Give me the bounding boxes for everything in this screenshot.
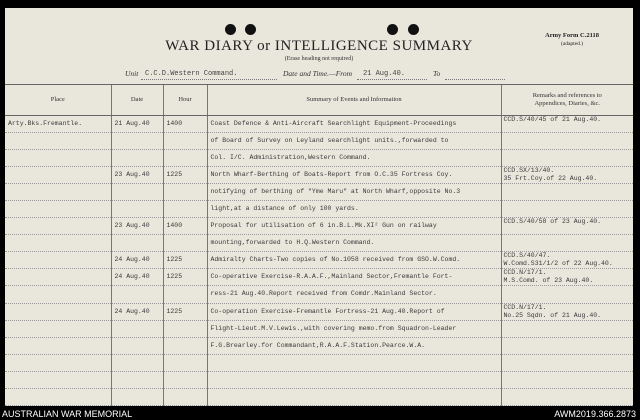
- cell-place: [5, 235, 111, 252]
- cell-date: [111, 371, 163, 388]
- cell-summary: Proposal for utilisation of 6 in.B.L.Mk.XI² Gun on railway: [207, 218, 501, 235]
- cell-hour: [163, 201, 207, 218]
- form-name: Army Form C.2118: [545, 32, 599, 39]
- table-row: [5, 116, 633, 133]
- cell-summary: Flight-Lieut.M.V.Lewis.,with covering memo.from Squadron-Leader: [207, 320, 501, 337]
- cell-date: [111, 184, 163, 201]
- table-row: [5, 286, 633, 303]
- table-row: [5, 388, 633, 405]
- date-value: 21 Aug.40.: [363, 70, 406, 78]
- to-underline: [445, 79, 505, 80]
- cell-hour: [163, 184, 207, 201]
- unit-value: C.C.D.Western Command.: [145, 70, 238, 78]
- cell-remarks: [501, 337, 633, 354]
- punch-hole: [245, 24, 256, 35]
- cell-remarks: [501, 235, 633, 252]
- archive-caption: [0, 409, 640, 420]
- table-row: [5, 354, 633, 371]
- cell-place: [5, 218, 111, 235]
- cell-remarks: [501, 320, 633, 337]
- cell-place: [5, 150, 111, 167]
- cell-hour: 1225: [163, 269, 207, 286]
- remark-line: CCD.SX/13/40.: [503, 167, 555, 175]
- cell-place: [5, 167, 111, 184]
- diary-table: [5, 84, 633, 406]
- cell-remarks: [501, 354, 633, 371]
- remark-line: CCD.S/40/58 of 23 Aug.40.: [503, 218, 602, 226]
- table-row: [5, 184, 633, 201]
- cell-date: [111, 133, 163, 150]
- cell-remarks: [501, 201, 633, 218]
- cell-remarks: [501, 269, 633, 286]
- to-label: To: [433, 69, 441, 78]
- caption-accession-number: AWM2019.366.2873: [554, 409, 636, 419]
- table-row: [5, 167, 633, 184]
- cell-place: Arty.Bks.Fremantle.: [5, 116, 111, 133]
- cell-summary: light,at a distance of only 100 yards.: [207, 201, 501, 218]
- caption-institution: AUSTRALIAN WAR MEMORIAL: [2, 409, 133, 419]
- cell-hour: 1225: [163, 252, 207, 269]
- cell-remarks: [501, 167, 633, 184]
- cell-date: [111, 201, 163, 218]
- col-remarks: [501, 85, 633, 116]
- table-row: [5, 371, 633, 388]
- form-adapted: (adapted.): [560, 41, 584, 47]
- cell-hour: [163, 371, 207, 388]
- cell-place: [5, 371, 111, 388]
- cell-hour: [163, 388, 207, 405]
- cell-hour: 1400: [163, 218, 207, 235]
- diary-sheet: [5, 8, 633, 406]
- cell-place: [5, 303, 111, 320]
- table-row: [5, 133, 633, 150]
- table-row: [5, 201, 633, 218]
- remark-line: CCD.N/17/1.: [503, 303, 547, 311]
- cell-place: [5, 184, 111, 201]
- cell-remarks: [501, 252, 633, 269]
- cell-place: [5, 354, 111, 371]
- cell-remarks: [501, 303, 633, 320]
- cell-summary: F.G.Brearley.for Commandant,R.A.A.F.Station.Pearce.W.A.: [207, 337, 501, 354]
- cell-summary: Admiralty Charts-Two copies of No.1058 received from GSO.W.Comd.: [207, 252, 501, 269]
- cell-remarks: [501, 371, 633, 388]
- cell-summary: Co-operative Exercise-R.A.A.F.,Mainland Sector,Fremantle Fort-: [207, 269, 501, 286]
- date-underline: [357, 79, 427, 80]
- remark-line: CCD.S/40/45 of 21 Aug.40.: [503, 116, 602, 123]
- cell-place: [5, 320, 111, 337]
- cell-summary: [207, 354, 501, 371]
- punch-hole: [387, 24, 398, 35]
- col-date: Date: [111, 85, 163, 116]
- cell-place: [5, 133, 111, 150]
- cell-place: [5, 252, 111, 269]
- cell-summary: Co-operation Exercise-Fremantle Fortress-21 Aug.40.Report of: [207, 303, 501, 320]
- unit-underline: [141, 79, 277, 80]
- cell-summary: Col. I/C. Administration,Western Command.: [207, 150, 501, 167]
- punch-hole: [408, 24, 419, 35]
- cell-place: [5, 269, 111, 286]
- cell-hour: [163, 150, 207, 167]
- remark-line: W.Comd.S31/1/2 of 22 Aug.40.: [503, 260, 613, 268]
- cell-place: [5, 201, 111, 218]
- cell-summary: notifying of berthing of "Yme Maru" at North Wharf,opposite No.3: [207, 184, 501, 201]
- page-subtitle: (Erase heading not required): [284, 56, 354, 62]
- col-hour: Hour: [163, 85, 207, 116]
- cell-hour: 1225: [163, 167, 207, 184]
- cell-summary: ress-21 Aug.40.Report received from Comdr.Mainland Sector.: [207, 286, 501, 303]
- cell-remarks: [501, 116, 633, 133]
- cell-summary: North Wharf-Berthing of Boats-Report from O.C.35 Fortress Coy.: [207, 167, 501, 184]
- cell-place: [5, 388, 111, 405]
- cell-date: 23 Aug.40: [111, 218, 163, 235]
- remark-line: CCD.S/40/47.: [503, 252, 551, 260]
- cell-date: [111, 286, 163, 303]
- table-row: [5, 252, 633, 269]
- cell-summary: of Board of Survey on Leyland searchlight units.,forwarded to: [207, 133, 501, 150]
- cell-summary: mounting,forwarded to H.Q.Western Command.: [207, 235, 501, 252]
- table-row: [5, 235, 633, 252]
- cell-remarks: [501, 388, 633, 405]
- cell-summary: [207, 371, 501, 388]
- cell-date: 21 Aug.40: [111, 116, 163, 133]
- remark-line: CCD.N/17/1.: [503, 269, 547, 277]
- cell-hour: [163, 235, 207, 252]
- remark-line: M.S.Comd. of 23 Aug.40.: [503, 277, 594, 285]
- date-label: Date and Time.—From: [283, 69, 353, 78]
- cell-date: 24 Aug.40: [111, 269, 163, 286]
- col-summary: Summary of Events and Information: [207, 85, 501, 116]
- form-number: [537, 32, 607, 48]
- punch-hole: [225, 24, 236, 35]
- table-row: [5, 218, 633, 235]
- cell-date: [111, 320, 163, 337]
- cell-date: [111, 354, 163, 371]
- cell-hour: [163, 320, 207, 337]
- cell-remarks: [501, 218, 633, 235]
- cell-date: [111, 337, 163, 354]
- cell-date: [111, 235, 163, 252]
- table-row: [5, 150, 633, 167]
- cell-date: [111, 150, 163, 167]
- cell-date: 24 Aug.40: [111, 252, 163, 269]
- cell-place: [5, 337, 111, 354]
- table-row: [5, 320, 633, 337]
- table-row: [5, 337, 633, 354]
- cell-place: [5, 286, 111, 303]
- col-place: Place: [5, 85, 111, 116]
- remark-line: No.25 Sqdn. of 21 Aug.40.: [503, 311, 602, 319]
- table-row: [5, 269, 633, 286]
- cell-remarks: [501, 286, 633, 303]
- cell-hour: 1400: [163, 116, 207, 133]
- remark-line: 35 Frt.Coy.of 22 Aug.40.: [503, 175, 598, 183]
- cell-date: [111, 388, 163, 405]
- cell-remarks: [501, 133, 633, 150]
- cell-date: 23 Aug.40: [111, 167, 163, 184]
- cell-remarks: [501, 150, 633, 167]
- unit-label: Unit: [125, 69, 139, 78]
- cell-hour: [163, 133, 207, 150]
- cell-remarks: [501, 184, 633, 201]
- cell-hour: [163, 337, 207, 354]
- cell-hour: 1225: [163, 303, 207, 320]
- col-remarks-line-1: Remarks and references to: [532, 92, 602, 99]
- cell-hour: [163, 286, 207, 303]
- cell-hour: [163, 354, 207, 371]
- col-remarks-line-2: Appendices, Diaries, &c.: [534, 100, 601, 107]
- table-header-row: [5, 85, 633, 116]
- table-row: [5, 303, 633, 320]
- cell-summary: [207, 388, 501, 405]
- cell-date: 24 Aug.40: [111, 303, 163, 320]
- page-title: WAR DIARY or INTELLIGENCE SUMMARY: [165, 38, 473, 54]
- cell-summary: Coast Defence & Anti-Aircraft Searchlight Equipment-Proceedings: [207, 116, 501, 133]
